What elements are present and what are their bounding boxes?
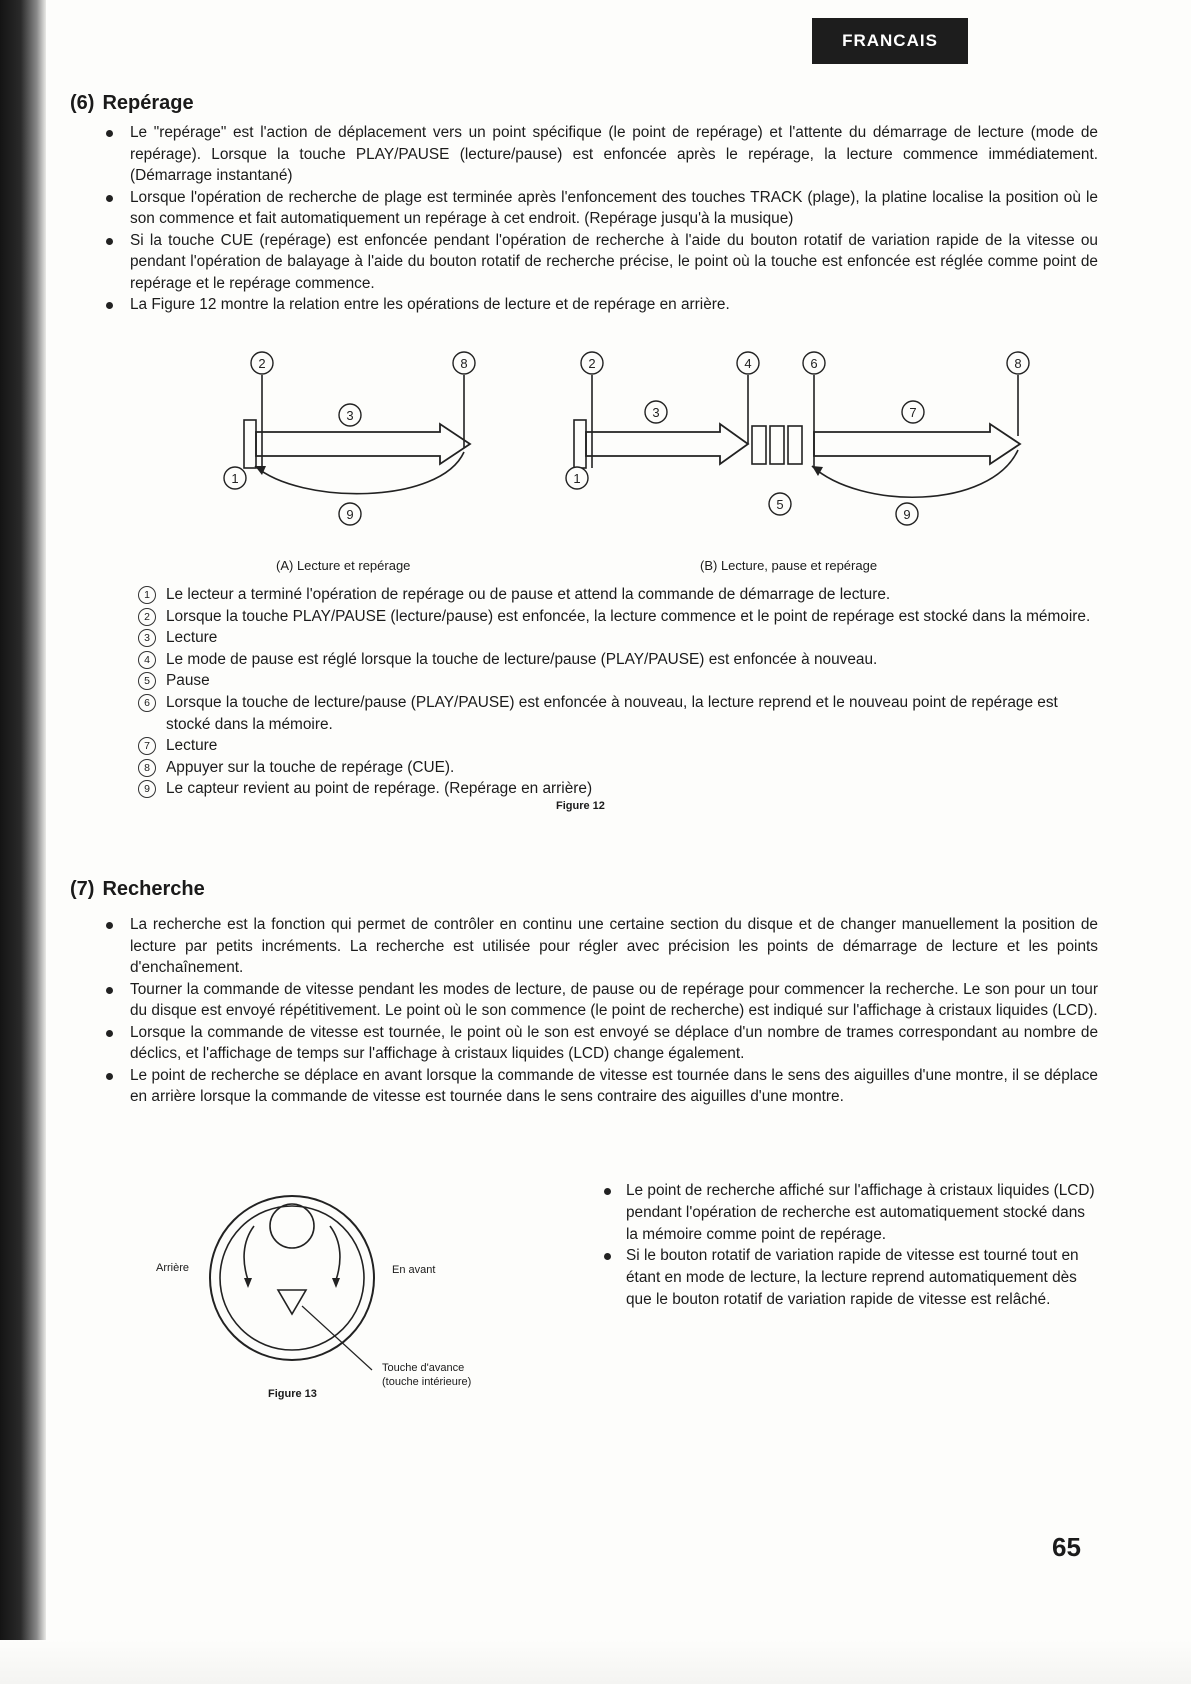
list-item: La recherche est la fonction qui permet de contrôler en continu une certaine section du disque et de changer manuellement la position de lecture par petits incréments. La recherche est utilisée pour régler avec précision les points de démarrage de lecture et les points d'enchaînement.	[100, 914, 1098, 979]
marker-3-b	[645, 401, 667, 423]
page-bottom-edge	[0, 1640, 1191, 1684]
list-item: 7 Lecture	[138, 735, 1098, 757]
marker-4-b	[737, 352, 759, 374]
touch-label-sub: (touche intérieure)	[382, 1376, 472, 1388]
marker-8-a	[453, 352, 475, 374]
marker-9-b	[896, 503, 918, 525]
marker-6-b	[803, 352, 825, 374]
marker-1-a	[224, 467, 246, 489]
list-item: Le point de recherche affiché sur l'affichage à cristaux liquides (LCD) pendant l'opération de recherche est automatiquement stocké dans la mémoire comme point de repérage.	[600, 1180, 1100, 1245]
svg-text:3: 3	[652, 405, 660, 420]
svg-text:6: 6	[810, 356, 818, 371]
marker-5-b	[769, 493, 791, 515]
svg-text:2: 2	[588, 356, 596, 371]
marker-7-b	[902, 401, 924, 423]
svg-text:7: 7	[909, 405, 917, 420]
page-number: 65	[1052, 1532, 1081, 1562]
touch-label: Touche d'avance	[382, 1362, 465, 1374]
marker-8-b	[1007, 352, 1029, 374]
svg-text:9: 9	[346, 507, 354, 522]
list-item: 2 Lorsque la touche PLAY/PAUSE (lecture/pause) est enfoncée, la lecture commence et le point de repérage est stocké dans la mémoire.	[138, 606, 1098, 628]
section-heading-recherche	[70, 878, 205, 901]
list-item: Si le bouton rotatif de variation rapide de vitesse est tourné tout en étant en mode de lecture, la lecture reprend automatiquement dès que le bouton rotatif de variation rapide de vitesse est relâché.	[600, 1245, 1100, 1310]
section-heading-reperage	[70, 92, 194, 115]
svg-text:2: 2	[258, 356, 266, 371]
forward-label: En avant	[392, 1264, 436, 1276]
list-item: Lorsque l'opération de recherche de plage est terminée après l'enfoncement des touches TRACK (plage), la platine localise la position où le son commence et fait automatiquement un repérage à cet endroit. (Repérage jusqu'à la musique)	[100, 187, 1098, 230]
marker-2-b	[581, 352, 603, 374]
svg-text:3: 3	[346, 408, 354, 423]
list-item: 4 Le mode de pause est réglé lorsque la touche de lecture/pause (PLAY/PAUSE) est enfoncée à nouveau.	[138, 649, 1098, 671]
svg-text:4: 4	[744, 356, 752, 371]
list-item: Lorsque la commande de vitesse est tournée, le point où le son est envoyé se déplace d'un nombre de trames correspondant au nombre de déclics, et l'affichage de temps sur l'affichage à cristaux liquides (LCD) change également.	[100, 1022, 1098, 1065]
binding-shadow	[0, 0, 46, 1684]
figure-13-label: Figure 13	[268, 1388, 317, 1400]
diagram-b	[574, 375, 1020, 497]
svg-text:8: 8	[1014, 356, 1022, 371]
list-item: 9 Le capteur revient au point de repérage. (Repérage en arrière)	[138, 778, 1098, 800]
marker-3-a	[339, 404, 361, 426]
list-item: Le "repérage" est l'action de déplacement vers un point spécifique (le point de repérage) et l'attente du démarrage de lecture (mode de repérage). Lorsque la touche PLAY/PAUSE (lecture/pause) est enfoncée après le repérage, la lecture commence immédiatement. (Démarrage instantané)	[100, 122, 1098, 187]
language-tab: FRANCAIS	[812, 18, 968, 64]
svg-text:5: 5	[776, 497, 784, 512]
list-item: 3 Lecture	[138, 627, 1098, 649]
recherche-notes-list	[600, 1180, 1100, 1311]
list-item: 8 Appuyer sur la touche de repérage (CUE).	[138, 757, 1098, 779]
list-item: 5 Pause	[138, 670, 1098, 692]
figure-12-diagram	[0, 340, 1100, 580]
svg-text:1: 1	[231, 471, 239, 486]
list-item: 1 Le lecteur a terminé l'opération de repérage ou de pause et attend la commande de démarrage de lecture.	[138, 584, 1098, 606]
list-item: Tourner la commande de vitesse pendant les modes de lecture, de pause ou de repérage pour commencer la recherche. Le son pour un tour du disque est envoyé répétitivement. Le point où le son commence (le point de recherche) est indiqué sur l'affichage à cristaux liquides (LCD).	[100, 979, 1098, 1022]
diagram-a	[244, 375, 470, 494]
recherche-bullet-list	[100, 914, 1098, 1108]
marker-1-b	[566, 467, 588, 489]
figure-13-jog-dial	[150, 1190, 510, 1390]
list-item: Le point de recherche se déplace en avant lorsque la commande de vitesse est tournée dans le sens des aiguilles d'une montre, il se déplace en arrière lorsque la commande de vitesse est tournée dans le sens contraire des aiguilles d'une montre.	[100, 1065, 1098, 1108]
diagram-b-caption: (B) Lecture, pause et repérage	[700, 558, 878, 573]
diagram-a-caption: (A) Lecture et repérage	[276, 558, 411, 573]
svg-text:9: 9	[903, 507, 911, 522]
section-number: (7)	[70, 878, 95, 900]
svg-text:1: 1	[573, 471, 581, 486]
section-title: Repérage	[102, 92, 194, 114]
svg-text:8: 8	[460, 356, 468, 371]
back-label: Arrière	[156, 1262, 190, 1274]
marker-2-a	[251, 352, 273, 374]
marker-9-a	[339, 503, 361, 525]
figure-12-label: Figure 12	[556, 800, 605, 812]
section-title: Recherche	[102, 878, 205, 900]
list-item: 6 Lorsque la touche de lecture/pause (PLAY/PAUSE) est enfoncée à nouveau, la lecture reprend et le nouveau point de repérage est stocké dans la mémoire.	[138, 692, 1098, 735]
section-number: (6)	[70, 92, 95, 114]
list-item: La Figure 12 montre la relation entre les opérations de lecture et de repérage en arrière.	[100, 294, 1098, 316]
list-item: Si la touche CUE (repérage) est enfoncée pendant l'opération de recherche à l'aide du bouton rotatif de variation rapide de la vitesse ou pendant l'opération de balayage à l'aide du bouton rotatif de recherche précise, le point où la touche est enfoncée est réglée comme point de repérage et le repérage commence.	[100, 230, 1098, 295]
figure-12-legend	[138, 584, 1098, 800]
reperage-bullet-list	[100, 122, 1098, 316]
